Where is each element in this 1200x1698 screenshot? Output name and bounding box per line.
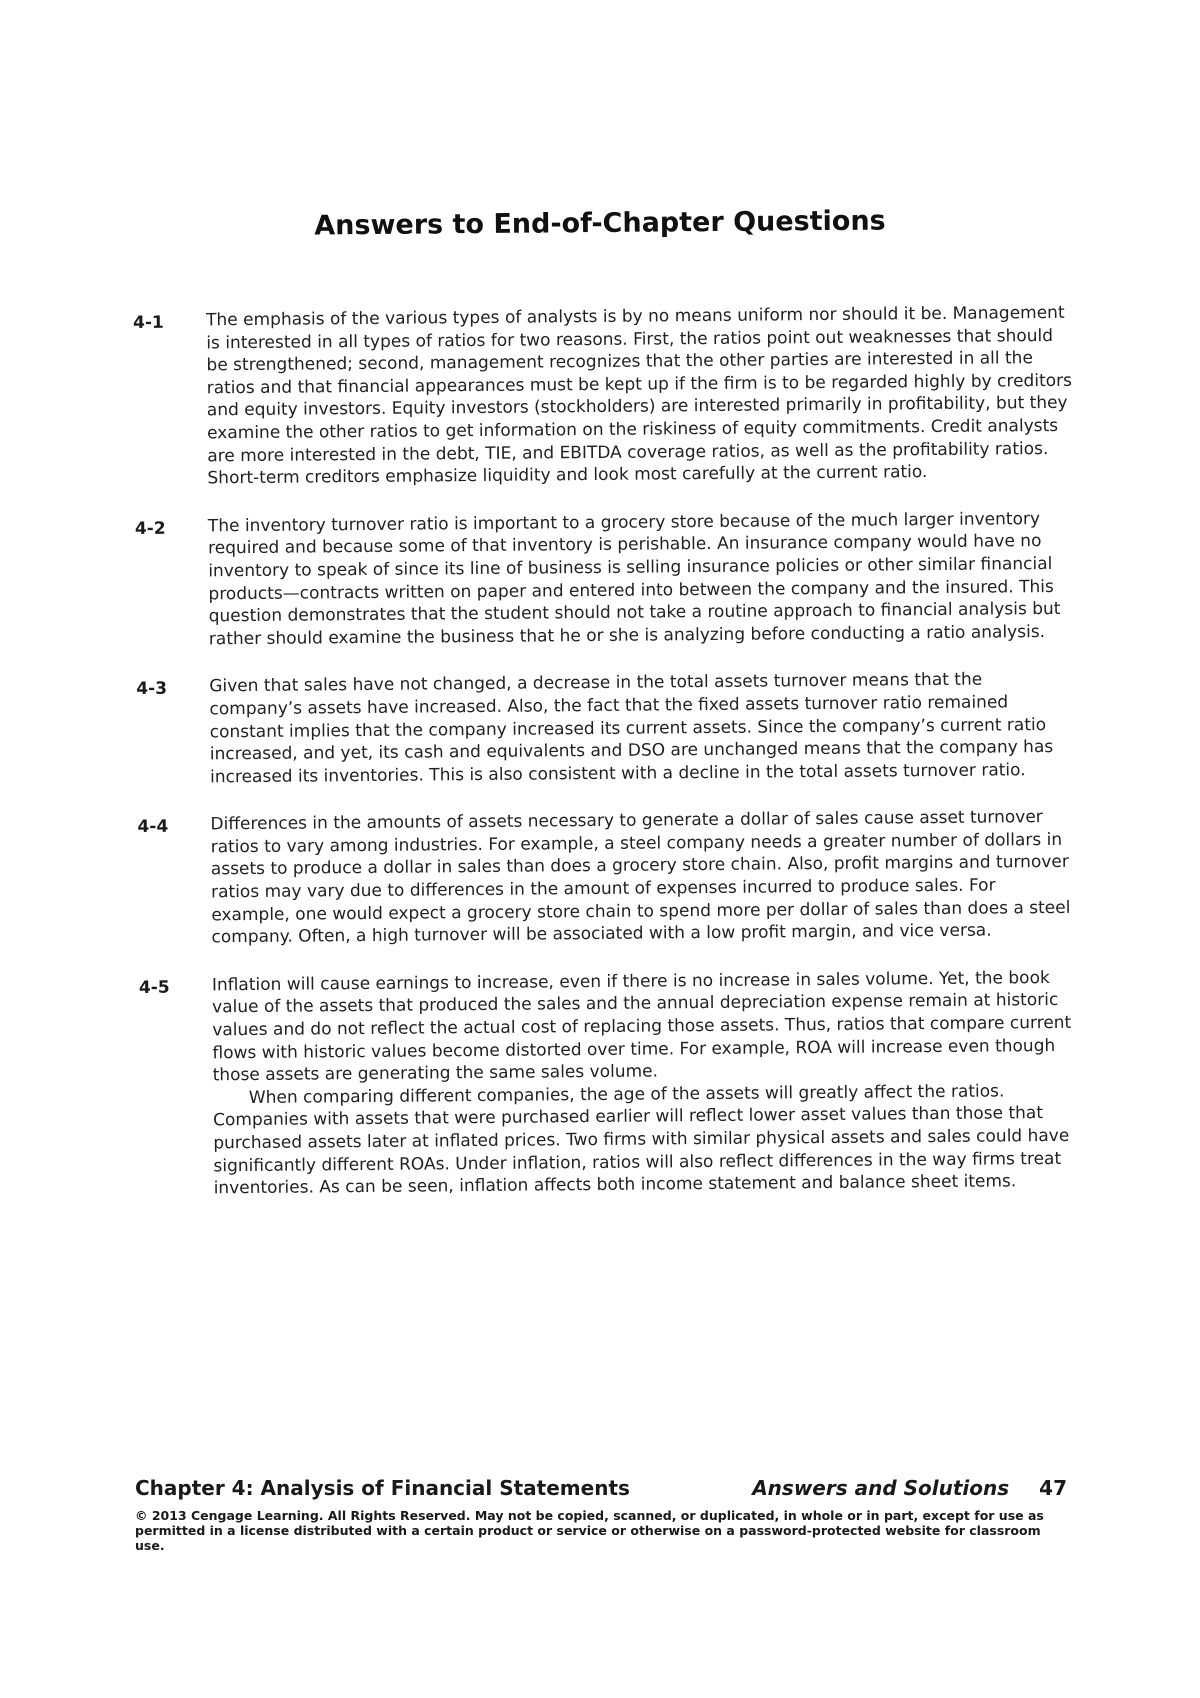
answer-4-2 [135, 508, 1076, 652]
answer-text [210, 806, 1078, 949]
question-number: 4-4 [137, 816, 169, 838]
answer-paragraph: Inflation will cause earnings to increase, even if there is no increase in sales volume. Yet, the book value of the assets that produced the sales and the annual depreciation expense remain at historic values and do not reflect the actual cost of replacing those assets. Thus, ratios that compare current flows with historic values become distorted over time. For example, ROA will increase even though those assets are generating the same sales volume. [211, 967, 1072, 1086]
answer-4-3 [136, 668, 1077, 789]
answers-list [133, 302, 1081, 1226]
page-title: Answers to End-of-Chapter Questions [314, 205, 886, 242]
answer-text [206, 302, 1075, 490]
answer-text [209, 668, 1077, 789]
question-number: 4-5 [138, 977, 170, 998]
page-footer [135, 1476, 1067, 1500]
answer-paragraph: Given that sales have not changed, a decrease in the total assets turnover means that the company’s assets have increased. Also, the fact that the fixed assets turnover ratio remained constant implies that the company increased its current assets. Since the company’s current ratio increased, and yet, its cash and equivalents and DSO are unchanged means that the company has increased its inventories. This is also consistent with a decline in the total assets turnover ratio. [209, 669, 1054, 788]
footer-right [752, 1476, 1067, 1500]
question-number: 4-1 [133, 312, 164, 333]
section-title: Answers and Solutions [752, 1476, 1010, 1500]
chapter-title: Chapter 4: Analysis of Financial Statements [135, 1476, 630, 1500]
answer-paragraph: The inventory turnover ratio is important to a grocery store because of the much larger inventory required and because some of that inventory is perishable. An insurance company would have no inventory to speak of since its line of business is selling insurance policies or other similar financial products—contracts written on paper and entered into between the company and the insured. This question demonstrates that the student should not take a routine approach to financial analysis but rather should examine the business that he or she is analyzing before conducting a ratio analysis. [207, 508, 1061, 650]
answer-paragraph: When comparing different companies, the age of the assets will greatly affect the ratios. Companies with assets that were purchased earlier will reflect lower asset values than those that purchased assets later at inflated prices. Two firms with similar physical assets and sales could have significantly different ROAs. Under inflation, ratios will also reflect differences in the way firms treat inventories. As can be seen, inflation affects both income statement and balance sheet items. [212, 1081, 1070, 1199]
copyright-notice: © 2013 Cengage Learning. All Rights Reserved. May not be copied, scanned, or duplicated, in whole or in part, except for use as permitted in a license distributed with a certain product or service or otherwise on a password-protected website for classroom use. [135, 1508, 1044, 1553]
answer-paragraph: The emphasis of the various types of analysts is by no means uniform nor should it be. Management is interested in all types of ratios for two reasons. First, the ratios point out weaknesses that should be strengthened; second, management recognizes that the other parties are interested in all the ratios and that financial appearances must be kept up if the firm is to be regarded highly by creditors and equity investors. Equity investors (stockholders) are interested primarily in profitability, but they examine the other ratios to get information on the riskiness of equity commitments. Credit analysts are more interested in the debt, TIE, and EBITDA coverage ratios, as well as the profitability ratios. Short-term creditors emphasize liquidity and look most carefully at the current ratio. [206, 302, 1073, 489]
answer-text [212, 967, 1081, 1200]
answer-paragraph: Differences in the amounts of assets necessary to generate a dollar of sales cause asset turnover ratios to vary among industries. For example, a steel company needs a greater number of dollars in assets to produce a dollar in sales than does a grocery store chain. Also, profit margins and turnover ratios may vary due to differences in the amount of expenses incurred to produce sales. For example, one would expect a grocery store chain to spend more per dollar of sales than does a steel company. Often, a high turnover will be associated with a low profit margin, and vice versa. [210, 807, 1071, 948]
answer-4-4 [137, 806, 1078, 950]
question-number: 4-2 [134, 518, 166, 539]
page-number: 47 [1039, 1476, 1067, 1500]
answer-4-5 [139, 967, 1081, 1201]
answer-4-1 [133, 302, 1075, 491]
question-number: 4-3 [136, 679, 168, 700]
answer-text [208, 508, 1076, 651]
